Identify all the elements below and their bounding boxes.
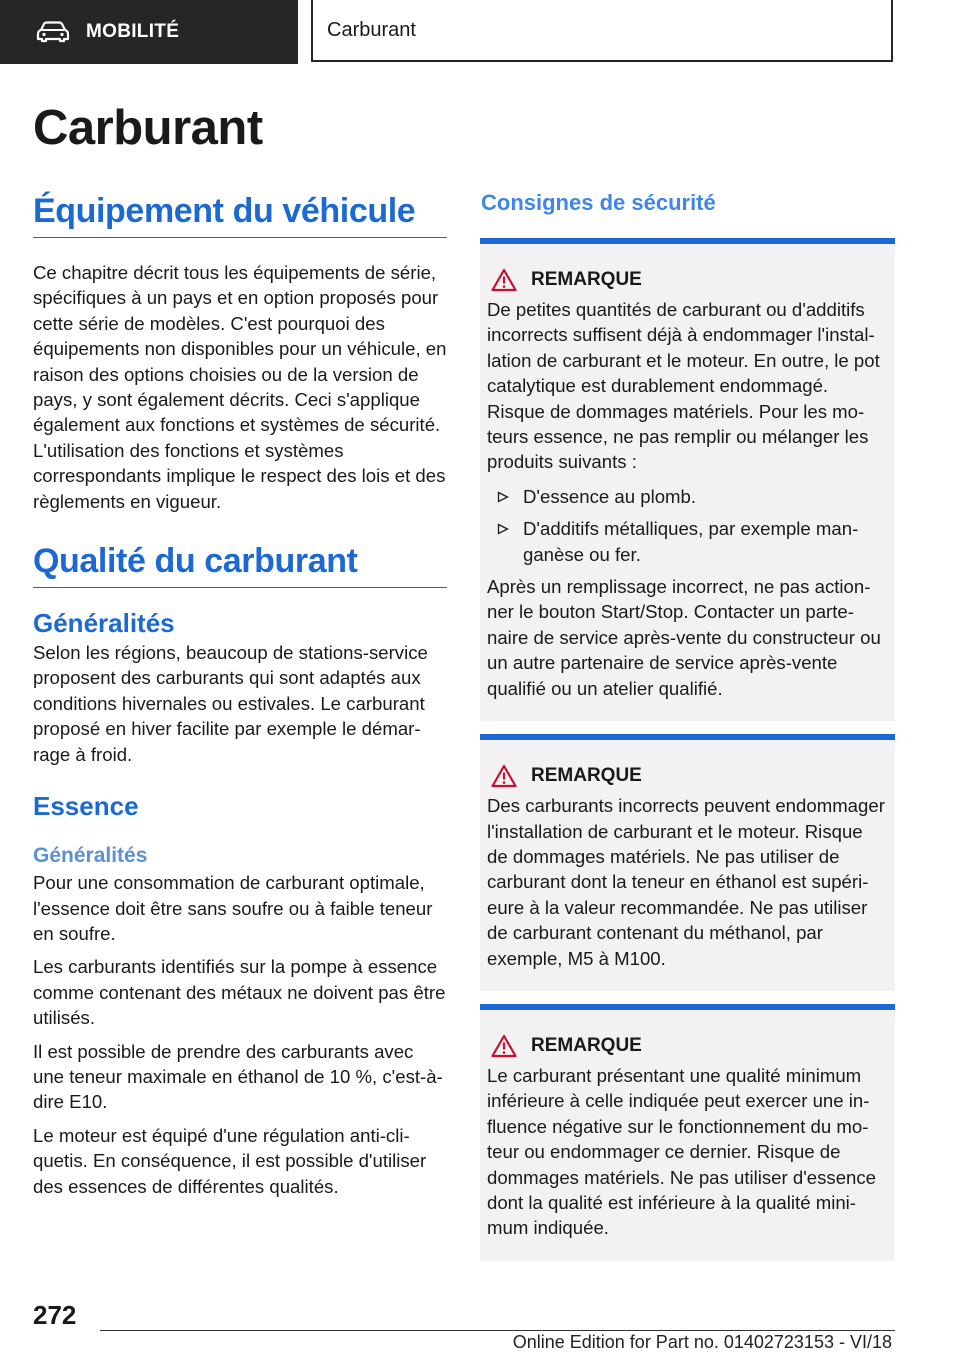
page-title: Carburant [33,101,263,155]
note-followup-text: Après un remplissage incorrect, ne pas actionner le bouton Start/Stop. Contacter un partenaire de service après-vente du constructeur ou un autre partenaire de service après-vente qualifié ou un atelier qualifié. [487,576,881,699]
paragraph-equipment: Ce chapitre décrit tous les équipements de série, spécifiques à un pays et en option proposés pour cette série de modèles. C'est pourquoi des équipements non disponibles pour un véhicule, en raison des options choisies ou de la version de pays, y sont également décrits. Ceci s'applique également aux fonctions et systèmes de sécurité. L'utilisation des fonctions et systèmes correspondants implique le respect des lois et des règlements en vigueur. [33,262,447,512]
page-number: 272 [33,1300,77,1330]
warning-icon [491,764,517,788]
note-box [480,1004,895,1261]
section-tab [0,0,298,64]
bullet-item [487,484,887,509]
triangle-bullet-icon [497,523,509,535]
heading-safety: Consignes de sécurité [481,190,716,215]
note-label: REMARQUE [531,1034,642,1056]
note-header [487,764,887,788]
edition-text: Online Edition for Part no. 01402723153 - VI/18 [512,1332,892,1352]
warning-icon [491,268,517,292]
paragraph-essence-2: Les carburants identifiés sur la pompe à essence comme contenant des métaux ne doivent pas être utilisés. [33,956,446,1029]
footer-divider [100,1330,895,1331]
triangle-bullet-icon [497,491,509,503]
heading-essence: Essence [33,791,139,822]
note-box [480,238,895,721]
bullet-text: D'essence au plomb. [523,485,697,507]
heading-equipment: Équipement du véhicule [33,192,447,238]
page-footer [0,1290,960,1362]
bullet-item [487,516,887,567]
heading-fuel-quality: Qualité du carburant [33,542,447,588]
topic-box [311,0,893,62]
bullet-text: D'additifs métalliques, par exemple manganèse ou fer. [523,518,859,565]
paragraph-essence-4: Le moteur est équipé d'une régulation anti-cliquetis. En conséquence, il est possible d'utiliser des essences de différentes qualités. [33,1124,427,1197]
heading-essence-general: Généralités [33,844,148,868]
note-label: REMARQUE [531,765,642,787]
note-header [487,1034,887,1058]
paragraph-essence-3: Il est possible de prendre des carburants avec une teneur maximale en éthanol de 10 %, c'est-à-dire E10. [33,1040,443,1113]
section-label: MOBILITÉ [86,21,180,42]
topic-label: Carburant [327,18,416,41]
right-column [480,190,895,1261]
heading-general: Généralités [33,608,175,639]
paragraph-essence-1: Pour une consommation de carburant optimale, l'essence doit être sans soufre ou à faible teneur en soufre. [33,872,433,944]
paragraph-general: Selon les régions, beaucoup de stations-service proposent des carburants qui sont adaptés aux conditions hivernales ou estivales. Le carburant proposé en hiver facilite par exemple le démarrage à froid. [33,642,428,765]
note-label: REMARQUE [531,269,642,290]
note-text: Le carburant présentant une qualité minimum inférieure à celle indiquée peut exercer une influence négative sur le fonctionnement du moteur ou endommager ce dernier. Risque de dommages matériels. Ne pas utiliser d'essence dont la qualité est inférieure à la qualité minimum indiquée. [487,1064,877,1239]
warning-icon [491,1034,517,1058]
left-column [33,192,447,1199]
note-header [487,268,887,292]
note-text: Des carburants incorrects peuvent endommager l'installation de carburant et le moteur. Risque de dommages matériels. Ne pas utiliser de carburant dont la teneur en éthanol est supérieure à la valeur recommandée. Ne pas utiliser de carburant contenant du méthanol, par exemple, M5 à M100. [487,795,885,969]
car-icon [36,21,70,43]
note-text: De petites quantités de carburant ou d'additifs incorrects suffisent déjà à endommager l'installation de carburant et le moteur. En outre, le pot catalytique est durablement endommagé. Risque de dommages matériels. Pour les moteurs essence, ne pas remplir ou mélanger les produits suivants : [487,299,880,473]
note-box [480,734,895,991]
